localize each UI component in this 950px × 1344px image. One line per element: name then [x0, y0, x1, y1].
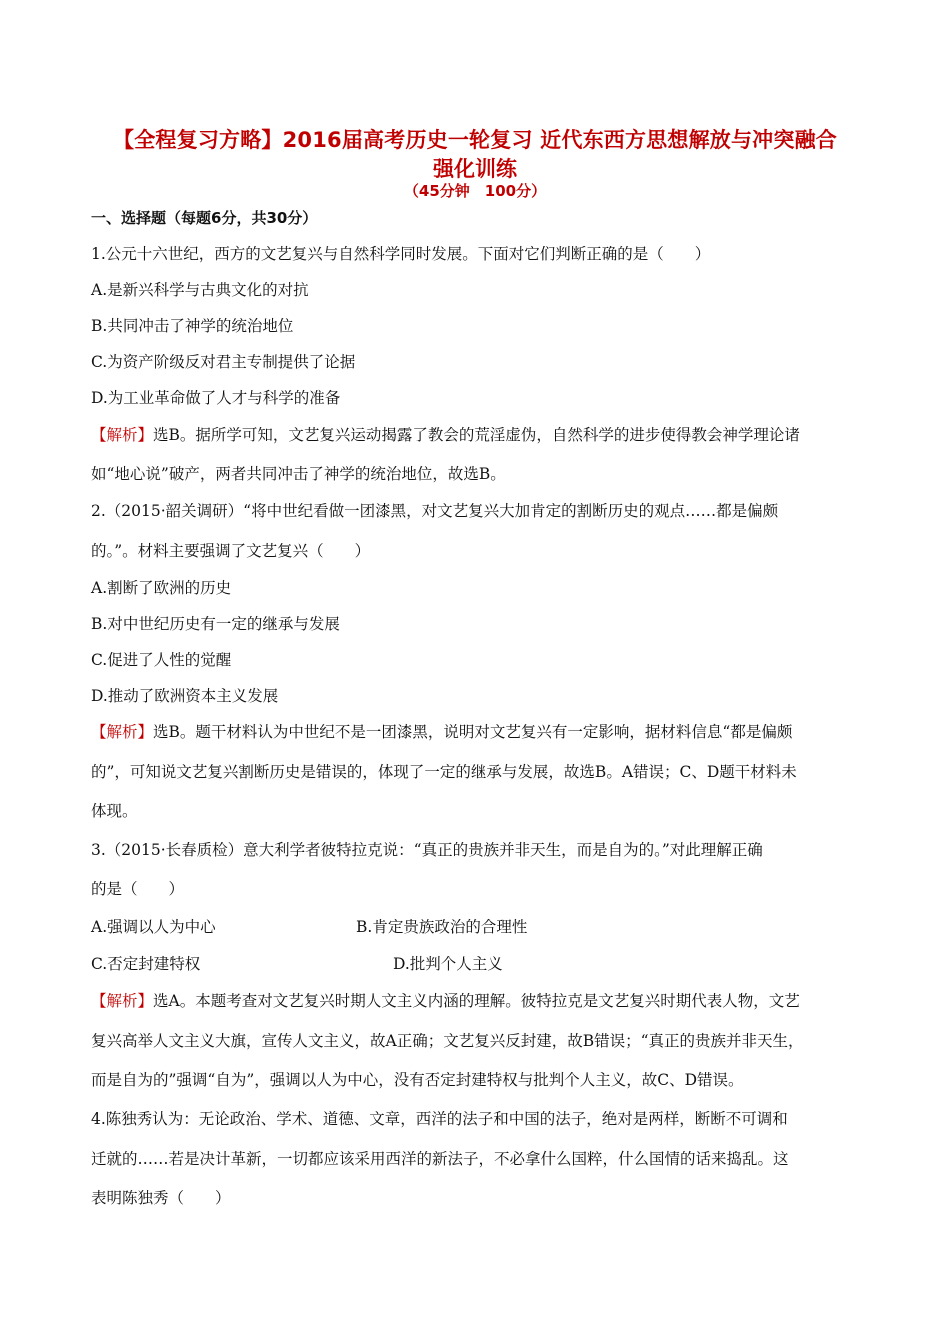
question-2-explanation-line3: 体现。	[91, 802, 138, 820]
question-1-option-b: B.共同冲击了神学的统治地位	[91, 317, 294, 335]
question-3-explanation	[91, 991, 800, 1011]
question-4-stem-line3: 表明陈独秀（ ）	[91, 1189, 231, 1207]
question-2-option-b: B.对中世纪历史有一定的继承与发展	[91, 615, 340, 633]
explanation-tag: 【解析】	[91, 723, 154, 741]
question-2-explanation	[91, 722, 792, 742]
explanation-text: 选B。据所学可知，文艺复兴运动揭露了教会的荒淫虚伪，自然科学的进步使得教会神学理论诸	[153, 426, 800, 444]
time-score-subtitle: （45分钟 100分）	[403, 182, 547, 200]
document-title-line2: 强化训练	[433, 157, 517, 181]
explanation-text: 选A。本题考查对文艺复兴时期人文主义内涵的理解。彼特拉克是文艺复兴时期代表人物，文艺	[153, 992, 800, 1010]
question-3-option-d: D.批判个人主义	[393, 955, 503, 973]
question-1-explanation	[91, 425, 800, 445]
question-2-explanation-line2: 的”，可知说文艺复兴割断历史是错误的，体现了一定的继承与发展，故选B。A错误；C、D题干材料未	[91, 763, 797, 781]
question-4-stem-line2: 迁就的……若是决计革新，一切都应该采用西洋的新法子，不必拿什么国粹，什么国情的话来捣乱。这	[91, 1150, 789, 1168]
explanation-tag: 【解析】	[91, 426, 154, 444]
question-3-option-c: C.否定封建特权	[91, 955, 201, 973]
question-1-option-d: D.为工业革命做了人才与科学的准备	[91, 389, 341, 407]
question-3-stem-line2: 的是（ ）	[91, 880, 185, 898]
question-3-options-row2	[91, 954, 503, 974]
question-2-stem: 2.（2015·韶关调研）“将中世纪看做一团漆黑，对文艺复兴大加肯定的割断历史的观点……都是偏颇	[91, 502, 779, 520]
question-3-option-b: B.肯定贵族政治的合理性	[356, 918, 528, 936]
question-3-option-a: A.强调以人为中心	[91, 918, 216, 936]
question-3-explanation-line2: 复兴高举人文主义大旗，宣传人文主义，故A正确；文艺复兴反封建，故B错误；“真正的贵族并非天生，	[91, 1032, 804, 1050]
question-3-stem: 3.（2015·长春质检）意大利学者彼特拉克说：“真正的贵族并非天生，而是自为的。”对此理解正确	[91, 841, 763, 859]
section-heading: 一、选择题（每题6分，共30分）	[91, 209, 318, 227]
question-1-option-c: C.为资产阶级反对君主专制提供了论据	[91, 353, 356, 371]
question-2-option-a: A.割断了欧洲的历史	[91, 579, 232, 597]
question-2-stem-line2: 的。”。材料主要强调了文艺复兴（ ）	[91, 542, 371, 560]
question-3-explanation-line3: 而是自为的”强调“自为”，强调以人为中心，没有否定封建特权与批判个人主义，故C、D错误。	[91, 1071, 744, 1089]
question-3-options-row1	[91, 917, 528, 937]
explanation-text: 选B。题干材料认为中世纪不是一团漆黑，说明对文艺复兴有一定影响，据材料信息“都是偏颇	[153, 723, 793, 741]
question-4-stem: 4.陈独秀认为：无论政治、学术、道德、文章，西洋的法子和中国的法子，绝对是两样，断断不可调和	[91, 1110, 788, 1128]
question-1-stem: 1.公元十六世纪，西方的文艺复兴与自然科学同时发展。下面对它们判断正确的是（ ）	[91, 245, 711, 263]
question-2-option-c: C.促进了人性的觉醒	[91, 651, 232, 669]
question-1-explanation-line2: 如“地心说”破产，两者共同冲击了神学的统治地位，故选B。	[91, 465, 506, 483]
explanation-tag: 【解析】	[91, 992, 154, 1010]
question-2-option-d: D.推动了欧洲资本主义发展	[91, 687, 279, 705]
question-1-option-a: A.是新兴科学与古典文化的对抗	[91, 281, 309, 299]
document-title: 【全程复习方略】2016届高考历史一轮复习 近代东西方思想解放与冲突融合	[113, 128, 837, 152]
